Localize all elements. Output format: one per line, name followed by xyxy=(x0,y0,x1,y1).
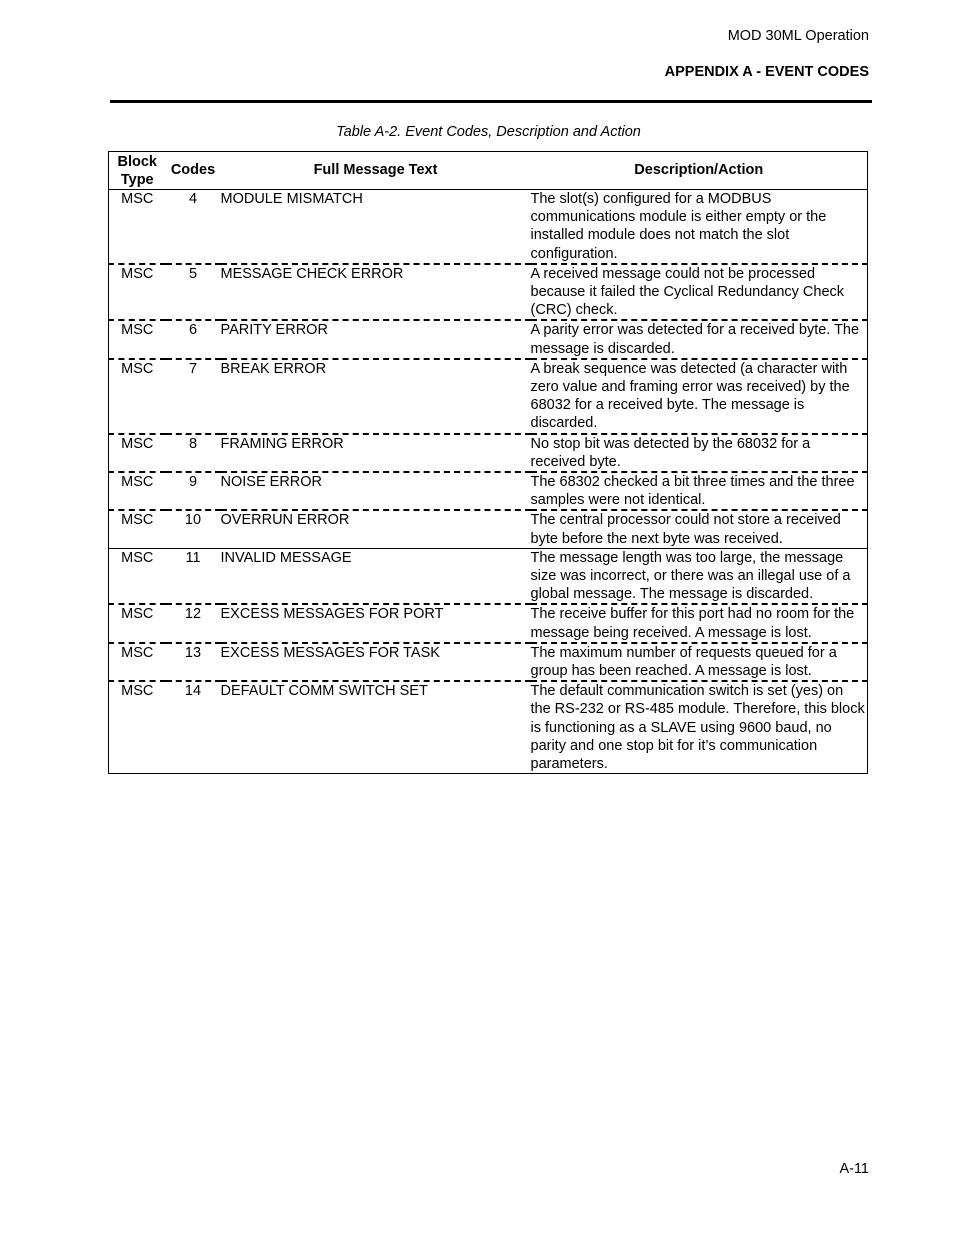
cell-description: The maximum number of requests queued for a group has been reached. A message is lost. xyxy=(531,643,868,681)
cell-message: MESSAGE CHECK ERROR xyxy=(221,264,531,321)
cell-description: A received message could not be processed because it failed the Cyclical Redundancy Check (CRC) check. xyxy=(531,264,868,321)
cell-message: INVALID MESSAGE xyxy=(221,548,531,604)
cell-block-type: MSC xyxy=(109,510,166,548)
header-rule xyxy=(110,100,872,103)
cell-description: The receive buffer for this port had no room for the message being received. A message is lost. xyxy=(531,604,868,642)
column-header-block-type-line1: Block xyxy=(117,153,157,170)
table-row xyxy=(109,434,868,472)
table-row xyxy=(109,643,868,681)
section-heading: APPENDIX A - EVENT CODES xyxy=(664,64,869,80)
cell-code: 6 xyxy=(166,320,221,358)
cell-description: The default communication switch is set (yes) on the RS-232 or RS-485 module. Therefore, this block is functioning as a SLAVE using 9600 baud, no parity and one stop bit for it’s communication parameters. xyxy=(530,683,865,773)
cell-message: OVERRUN ERROR xyxy=(221,510,531,548)
cell-description: The central processor could not store a received byte before the next byte was received. xyxy=(531,510,868,548)
cell-message: BREAK ERROR xyxy=(221,359,531,434)
table-row xyxy=(109,548,868,604)
column-header-block-type xyxy=(109,152,166,190)
cell-block-type: MSC xyxy=(109,472,166,510)
table-row xyxy=(109,681,868,774)
cell-message: MODULE MISMATCH xyxy=(221,190,531,264)
cell-code: 8 xyxy=(166,434,221,472)
cell-description: A break sequence was detected (a character with zero value and framing error was received) by the 68032 for a received byte. The message is discarded. xyxy=(531,359,868,434)
cell-block-type: MSC xyxy=(109,604,166,642)
column-header-message: Full Message Text xyxy=(221,152,531,190)
cell-code: 10 xyxy=(166,510,221,548)
cell-message: FRAMING ERROR xyxy=(221,434,531,472)
page-number: A-11 xyxy=(839,1161,869,1177)
column-header-block-type-line2: Type xyxy=(120,171,154,188)
cell-code: 9 xyxy=(166,472,221,510)
table-caption: Table A-2. Event Codes, Description and Action xyxy=(336,124,641,140)
table-header-row xyxy=(109,152,868,190)
cell-code: 14 xyxy=(184,683,202,700)
cell-message: EXCESS MESSAGES FOR PORT xyxy=(221,604,531,642)
table-row xyxy=(109,264,868,321)
cell-block-type: MSC xyxy=(121,683,154,700)
cell-message: NOISE ERROR xyxy=(221,472,531,510)
table-row xyxy=(109,190,868,264)
table-row xyxy=(109,320,868,358)
cell-block-type: MSC xyxy=(109,548,166,604)
cell-description: The 68302 checked a bit three times and the three samples were not identical. xyxy=(531,472,868,510)
column-header-codes: Codes xyxy=(166,152,221,190)
cell-description: No stop bit was detected by the 68032 for a received byte. xyxy=(531,434,868,472)
cell-code: 12 xyxy=(166,604,221,642)
table-row xyxy=(109,359,868,434)
table-row xyxy=(109,510,868,548)
cell-code: 11 xyxy=(166,548,221,604)
cell-block-type: MSC xyxy=(109,264,166,321)
cell-code: 4 xyxy=(166,190,221,264)
table-row xyxy=(109,472,868,510)
cell-description: The message length was too large, the message size was incorrect, or there was an illegal use of a global message. The message is discarded. xyxy=(531,548,868,604)
cell-description: A parity error was detected for a received byte. The message is discarded. xyxy=(531,320,868,358)
cell-code: 7 xyxy=(166,359,221,434)
cell-message: PARITY ERROR xyxy=(221,320,531,358)
cell-description: The slot(s) configured for a MODBUS communications module is either empty or the installed module does not match the slot configuration. xyxy=(531,190,868,264)
cell-block-type: MSC xyxy=(109,643,166,681)
cell-message: DEFAULT COMM SWITCH SET xyxy=(220,683,428,700)
document-title: MOD 30ML Operation xyxy=(727,28,869,44)
cell-block-type: MSC xyxy=(109,434,166,472)
table-row xyxy=(109,604,868,642)
cell-block-type: MSC xyxy=(109,320,166,358)
cell-code: 5 xyxy=(166,264,221,321)
cell-message: EXCESS MESSAGES FOR TASK xyxy=(221,643,531,681)
event-codes-table xyxy=(108,151,868,774)
cell-block-type: MSC xyxy=(109,190,166,264)
column-header-description: Description/Action xyxy=(531,152,868,190)
cell-block-type: MSC xyxy=(109,359,166,434)
cell-code: 13 xyxy=(166,643,221,681)
